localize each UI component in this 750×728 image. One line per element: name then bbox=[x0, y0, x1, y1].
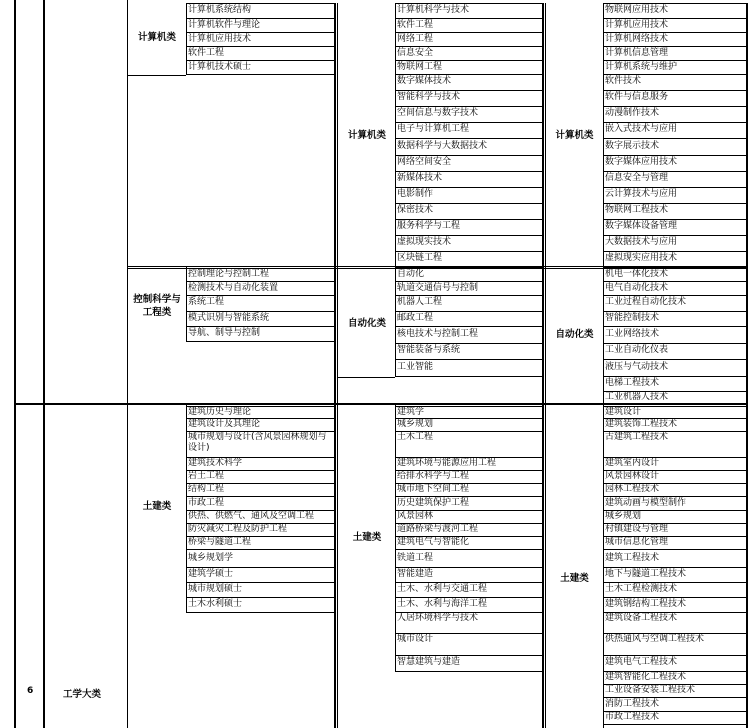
item-cell: 电子与计算机工程 bbox=[397, 124, 470, 134]
item-cell: 市政工程 bbox=[188, 498, 225, 508]
item-cell: 工业设备安装工程技术 bbox=[605, 685, 696, 695]
item-cell: 数据科学与大数据技术 bbox=[397, 141, 488, 151]
item-cell: 导航、制导与控制 bbox=[188, 328, 261, 338]
item-cell: 城乡规划学 bbox=[188, 553, 234, 563]
item-cell: 软件工程 bbox=[397, 20, 434, 30]
item-cell: 机电一体化技术 bbox=[605, 269, 669, 279]
grid-hline bbox=[186, 3, 334, 4]
item-cell: 机器人工程 bbox=[397, 297, 443, 307]
item-cell: 软件技术 bbox=[605, 76, 642, 86]
item-cell: 液压与气动技术 bbox=[605, 362, 669, 372]
item-cell: 土木水利硕士 bbox=[188, 599, 243, 609]
item-cell: 物联网应用技术 bbox=[605, 5, 669, 15]
item-cell: 空间信息与数字技术 bbox=[397, 108, 479, 118]
item-cell: 计算机科学与技术 bbox=[397, 5, 470, 15]
item-cell: 检测技术与自动化装置 bbox=[188, 283, 279, 293]
grid-hline bbox=[186, 406, 334, 407]
grid-vline bbox=[746, 3, 748, 728]
item-cell: 工业网络技术 bbox=[605, 329, 660, 339]
item-cell: 嵌入式技术与应用 bbox=[605, 124, 678, 134]
item-cell: 建筑装饰工程技术 bbox=[605, 419, 678, 429]
grid-vline bbox=[542, 3, 544, 728]
category-label: 工学大类 bbox=[63, 689, 102, 700]
item-cell: 城市信息化管理 bbox=[605, 537, 669, 547]
item-cell: 建筑电气工程技术 bbox=[605, 657, 678, 667]
item-cell: 城市设计 bbox=[397, 634, 434, 644]
group-label-col2-civil: 土建类 bbox=[352, 532, 382, 543]
item-cell: 建筑学 bbox=[397, 407, 425, 417]
grid-hline bbox=[14, 403, 746, 405]
item-cell: 计算机系统结构 bbox=[188, 5, 252, 15]
item-cell: 工业过程自动化技术 bbox=[605, 297, 687, 307]
grid-hline bbox=[603, 406, 746, 407]
section-id: 6 bbox=[27, 686, 34, 696]
item-cell: 智能控制技术 bbox=[605, 313, 660, 323]
item-cell: 虚拟现实技术 bbox=[397, 237, 452, 247]
item-cell: 数字展示技术 bbox=[605, 141, 660, 151]
item-cell: 数字媒体技术 bbox=[397, 76, 452, 86]
item-cell: 物联网工程 bbox=[397, 62, 443, 72]
item-cell: 桥梁与隧道工程 bbox=[188, 537, 252, 547]
grid-vline bbox=[545, 3, 546, 728]
group-label-col2-computer: 计算机类 bbox=[347, 130, 386, 141]
grid-vline bbox=[334, 3, 336, 728]
item-cell: 新媒体技术 bbox=[397, 173, 443, 183]
item-cell: 动漫制作技术 bbox=[605, 108, 660, 118]
item-cell: 历史建筑保护工程 bbox=[397, 498, 470, 508]
item-cell: 智能装备与系统 bbox=[397, 345, 461, 355]
item-cell: 建筑学硕士 bbox=[188, 569, 234, 579]
item-cell: 结构工程 bbox=[188, 484, 225, 494]
grid-vline bbox=[395, 404, 396, 672]
item-cell: 软件工程 bbox=[188, 48, 225, 58]
item-cell: 计算机技术硕士 bbox=[188, 62, 252, 72]
item-cell: 古建筑工程技术 bbox=[605, 432, 669, 442]
item-cell: 计算机应用技术 bbox=[188, 34, 252, 44]
item-cell: 建筑设计 bbox=[605, 407, 642, 417]
item-cell: 计算机软件与理论 bbox=[188, 20, 261, 30]
item-cell: 供热、供燃气、通风及空调工程 bbox=[188, 511, 315, 521]
item-cell: 网络工程 bbox=[397, 34, 434, 44]
item-cell: 数字媒体设备管理 bbox=[605, 221, 678, 231]
item-cell: 供热通风与空调工程技术 bbox=[605, 634, 705, 644]
item-cell: 建筑历史与理论 bbox=[188, 407, 252, 417]
group-label-col2-automation: 自动化类 bbox=[347, 318, 386, 329]
group-label-col1-computer: 计算机类 bbox=[137, 32, 176, 43]
item-cell: 大数据技术与应用 bbox=[605, 237, 678, 247]
item-cell: 智能建造 bbox=[397, 569, 434, 579]
group-label-col3-computer: 计算机类 bbox=[555, 130, 594, 141]
group-label-col1-civil: 土建类 bbox=[142, 501, 172, 512]
grid-hline bbox=[603, 724, 746, 725]
item-cell: 城市规划硕士 bbox=[188, 584, 243, 594]
item-cell: 给排水科学与工程 bbox=[397, 471, 470, 481]
item-cell: 消防工程技术 bbox=[605, 699, 660, 709]
item-cell: 轨道交通信号与控制 bbox=[397, 283, 479, 293]
item-cell: 建筑钢结构工程技术 bbox=[605, 599, 687, 609]
item-cell: 网络空间安全 bbox=[397, 157, 452, 167]
item-cell: 计算机系统与维护 bbox=[605, 62, 678, 72]
item-cell: 自动化 bbox=[397, 269, 425, 279]
grid-hline bbox=[395, 406, 542, 407]
item-cell: 计算机信息管理 bbox=[605, 48, 669, 58]
item-cell: 核电技术与控制工程 bbox=[397, 329, 479, 339]
grid-vline bbox=[186, 267, 187, 342]
group-label-col3-civil: 土建类 bbox=[560, 573, 589, 584]
item-cell: 物联网工程技术 bbox=[605, 205, 669, 215]
grid-hline bbox=[395, 3, 542, 4]
item-cell: 土木、水利与海洋工程 bbox=[397, 599, 488, 609]
item-cell: 城乡规划 bbox=[605, 511, 642, 521]
grid-vline bbox=[337, 3, 338, 728]
item-cell: 土木工程 bbox=[397, 432, 434, 442]
item-cell: 村镇建设与管理 bbox=[605, 524, 669, 534]
grid-hline bbox=[603, 3, 746, 4]
item-cell: 城市地下空间工程 bbox=[397, 484, 470, 494]
item-cell: 工业自动化仪表 bbox=[605, 345, 669, 355]
item-cell: 地下与隧道工程技术 bbox=[605, 569, 687, 579]
item-cell: 土木工程检测技术 bbox=[605, 584, 678, 594]
item-cell: 软件与信息服务 bbox=[605, 92, 669, 102]
item-cell: 土木、水利与交通工程 bbox=[397, 584, 488, 594]
item-cell: 智能科学与技术 bbox=[397, 92, 461, 102]
grid-vline bbox=[14, 0, 16, 728]
item-cell: 模式识别与智能系统 bbox=[188, 313, 270, 323]
item-cell: 邮政工程 bbox=[397, 313, 434, 323]
item-cell: 服务科学与工程 bbox=[397, 221, 461, 231]
item-cell: 园林工程技术 bbox=[605, 484, 660, 494]
grid-hline bbox=[186, 341, 334, 342]
item-cell: 云计算技术与应用 bbox=[605, 189, 678, 199]
item-cell: 工业机器人技术 bbox=[605, 392, 669, 402]
item-cell: 建筑环境与能源应用工程 bbox=[397, 458, 497, 468]
item-cell: 城乡规划 bbox=[397, 419, 434, 429]
item-cell: 建筑技术科学 bbox=[188, 458, 243, 468]
grid-hline bbox=[395, 671, 542, 672]
grid-vline bbox=[127, 0, 128, 728]
item-cell: 电影制作 bbox=[397, 189, 434, 199]
item-cell: 建筑电气与智能化 bbox=[397, 537, 470, 547]
item-cell: 风景园林设计 bbox=[605, 471, 660, 481]
item-cell: 数字媒体应用技术 bbox=[605, 157, 678, 167]
item-cell: 建筑动画与模型制作 bbox=[605, 498, 687, 508]
item-cell: 电梯工程技术 bbox=[605, 378, 660, 388]
grid-hline bbox=[337, 377, 395, 378]
item-cell: 系统工程 bbox=[188, 297, 225, 307]
item-cell: 铁道工程 bbox=[397, 553, 434, 563]
item-cell: 城市规划与设计(含风景园林规划与设计) bbox=[188, 432, 327, 453]
item-cell: 信息安全与管理 bbox=[605, 173, 669, 183]
item-cell: 电气自动化技术 bbox=[605, 283, 669, 293]
group-label-col3-automation: 自动化类 bbox=[555, 329, 594, 340]
item-cell: 建筑智能化工程技术 bbox=[605, 672, 687, 682]
item-cell: 工业智能 bbox=[397, 362, 434, 372]
item-cell: 智慧建筑与建造 bbox=[397, 657, 461, 667]
grid-hline bbox=[186, 74, 334, 75]
item-cell: 计算机网络技术 bbox=[605, 34, 669, 44]
item-cell: 市政工程技术 bbox=[605, 712, 660, 722]
grid-vline bbox=[395, 3, 396, 267]
item-cell: 控制理论与控制工程 bbox=[188, 269, 270, 279]
grid-hline bbox=[127, 75, 186, 76]
grid-vline bbox=[603, 3, 604, 728]
grid-hline bbox=[127, 266, 746, 267]
grid-vline bbox=[43, 0, 45, 728]
item-cell: 计算机应用技术 bbox=[605, 20, 669, 30]
grid-hline bbox=[127, 268, 746, 269]
item-cell: 建筑设备工程技术 bbox=[605, 613, 678, 623]
grid-vline bbox=[186, 404, 187, 613]
item-cell: 建筑工程技术 bbox=[605, 553, 660, 563]
item-cell: 保密技术 bbox=[397, 205, 434, 215]
item-cell: 风景园林 bbox=[397, 511, 434, 521]
grid-hline bbox=[186, 612, 334, 613]
item-cell: 信息安全 bbox=[397, 48, 434, 58]
item-cell: 区块链工程 bbox=[397, 253, 443, 263]
grid-hline bbox=[395, 376, 542, 377]
item-cell: 道路桥梁与渡河工程 bbox=[397, 524, 479, 534]
item-cell: 人居环境科学与技术 bbox=[397, 613, 479, 623]
item-cell: 岩土工程 bbox=[188, 471, 225, 481]
grid-vline bbox=[186, 3, 187, 75]
item-cell: 防灾减灾工程及防护工程 bbox=[188, 524, 288, 534]
group-label-col1-control-text: 控制科学与工程类 bbox=[133, 294, 181, 318]
grid-vline bbox=[395, 267, 396, 377]
item-cell: 建筑设计及其理论 bbox=[188, 419, 261, 429]
item-cell: 虚拟现实应用技术 bbox=[605, 253, 678, 263]
group-label-col1-control bbox=[128, 293, 186, 319]
item-cell: 建筑室内设计 bbox=[605, 458, 660, 468]
